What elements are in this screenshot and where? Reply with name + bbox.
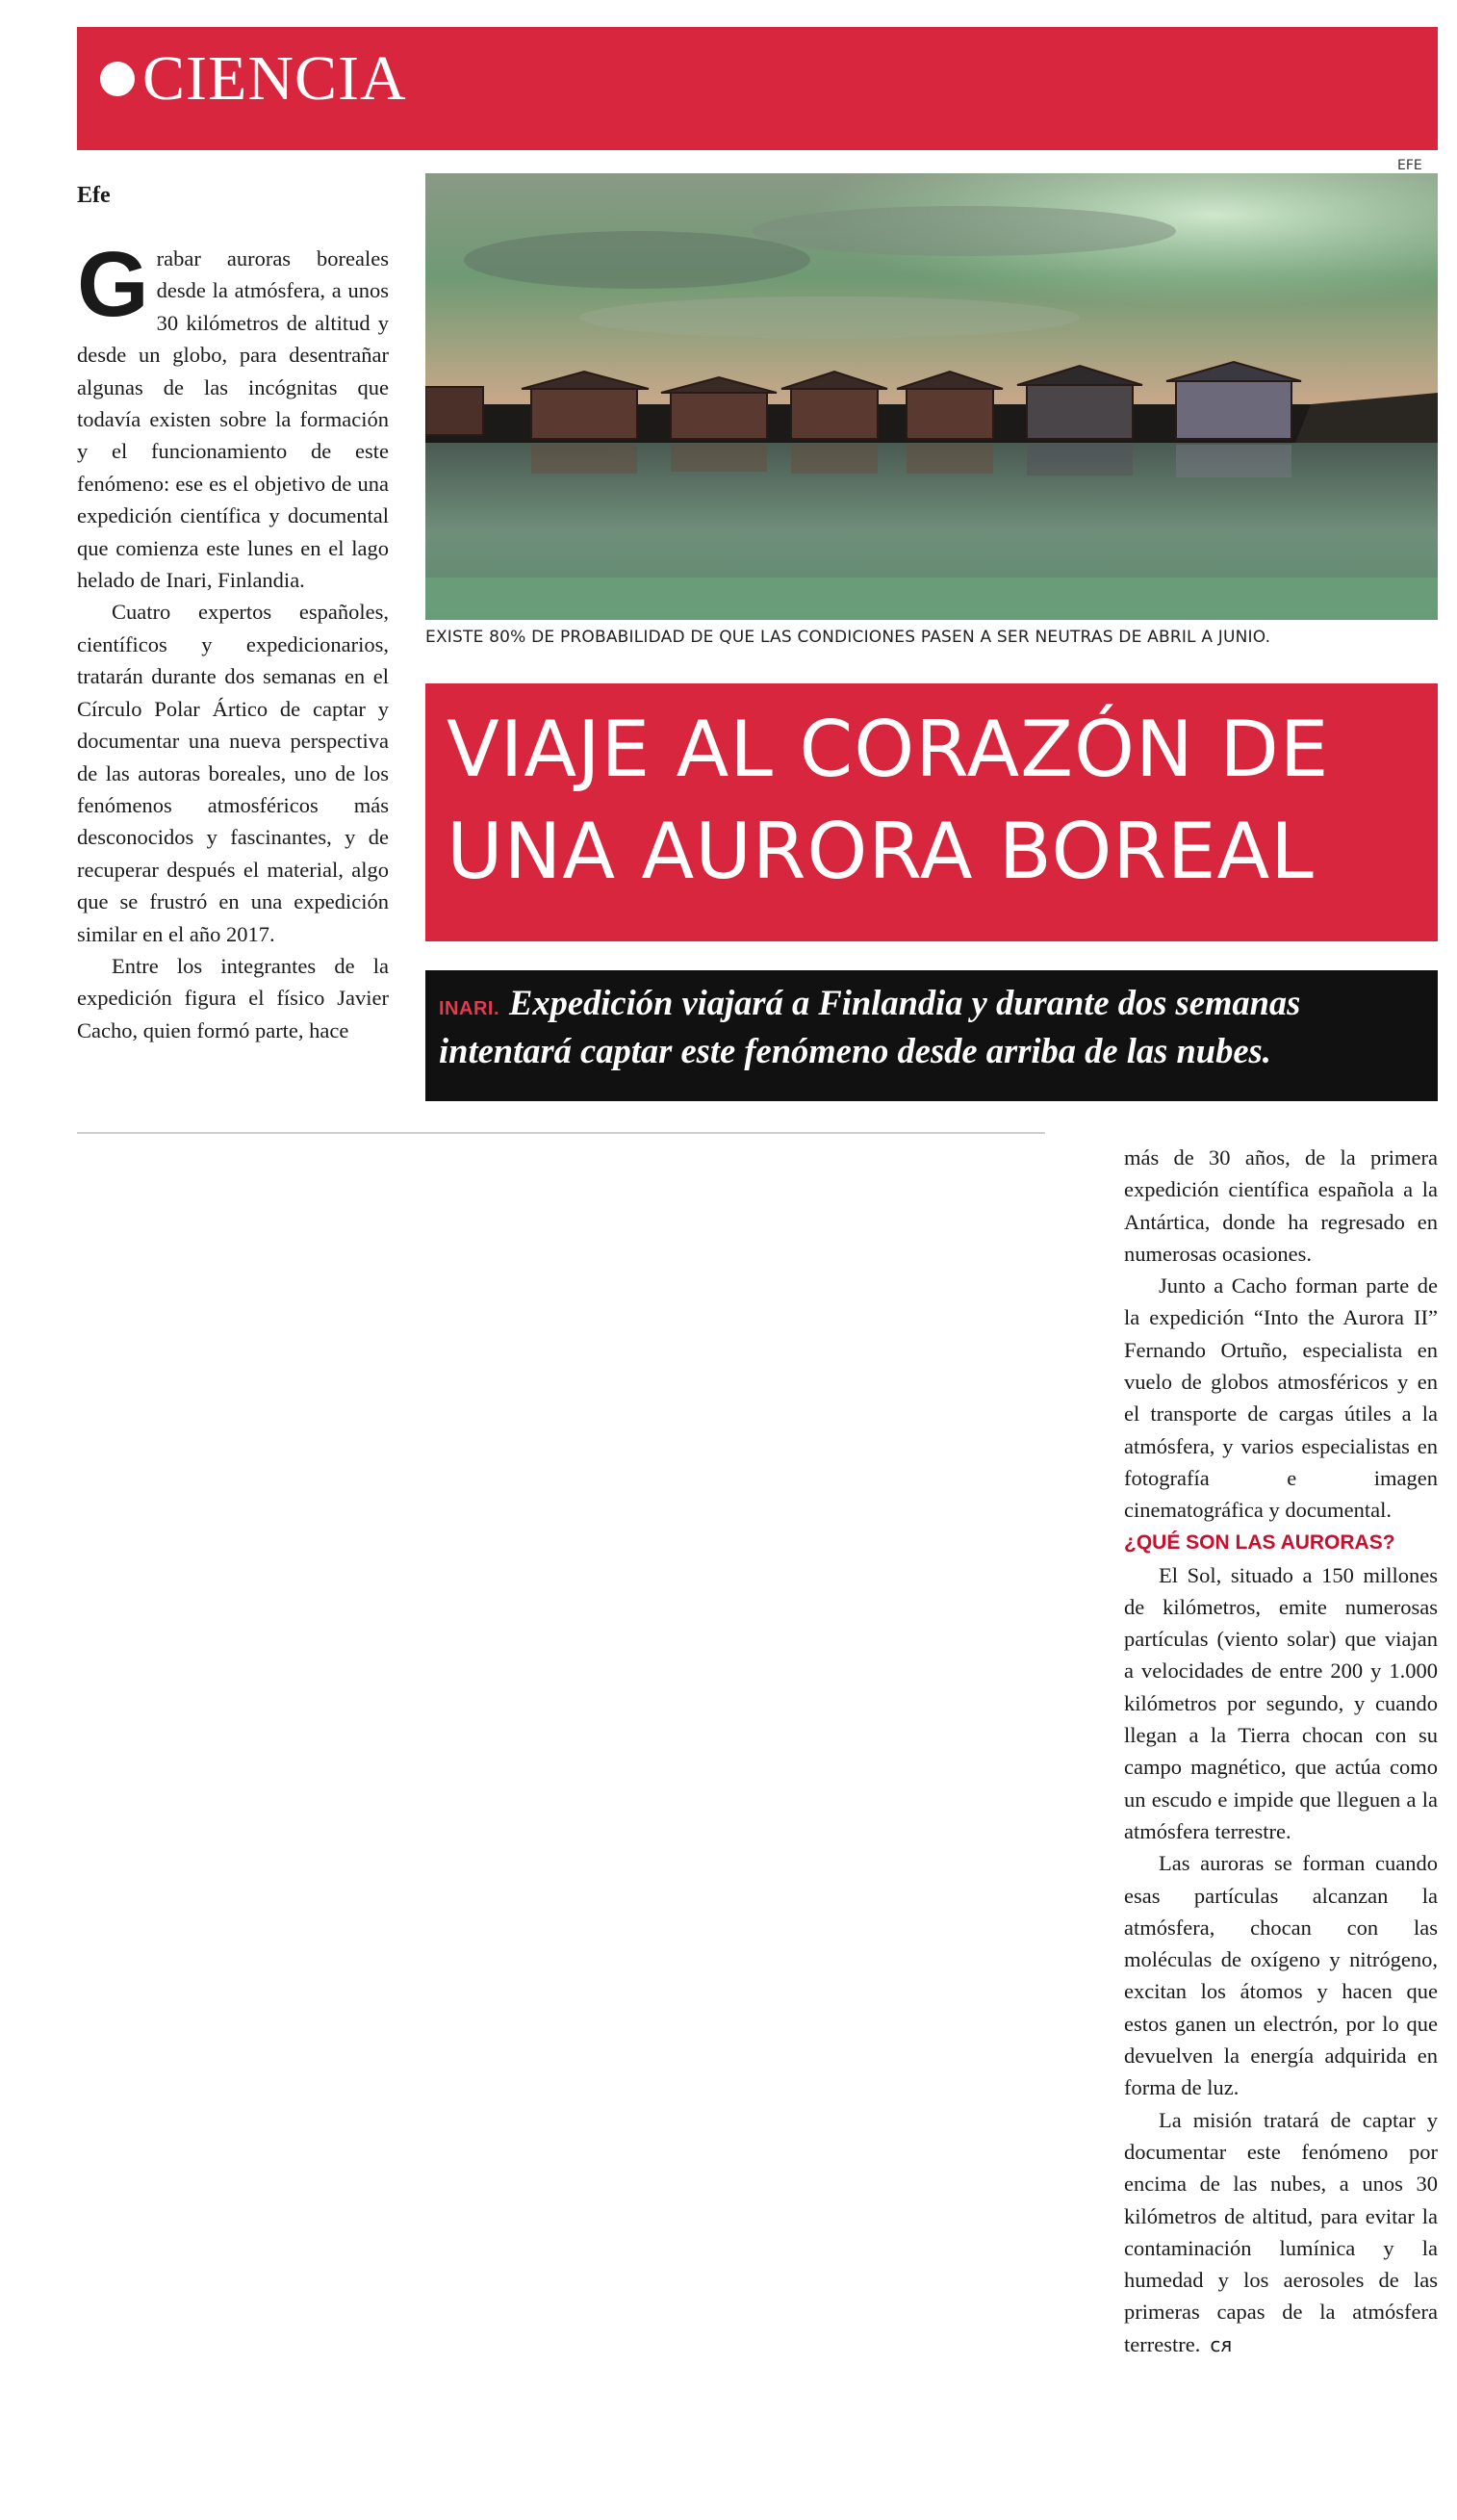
article-paragraph: La misión tratará de captar y documentar este fenómeno por encima de las nubes, a unos 30 kilómetros de altitud, para evitar la contaminación lumínica y la humedad y los aerosoles de las primeras capas de la atmósfera terrestre. ᴄᴙ — [1124, 2107, 1438, 2356]
article-paragraph: Cuatro expertos españoles, científicos y expedicionarios, tratarán durante dos semanas en el Círculo Polar Ártico de captar y documentar una nueva perspectiva de las autoras boreales, uno de los fenómenos atmosféricos más desconocidos y fascinantes, y de recuperar después el material, algo que se frustró en una expedición similar en el año 2017. — [77, 600, 389, 946]
aurora-photo — [425, 173, 1438, 620]
article-paragraph: Junto a Cacho forman parte de la expedición “Into the Aurora II” Fernando Ortuño, especialista en vuelo de globos atmosféricos y en el transporte de cargas útiles a la atmósfera, y varios especialistas en fotografía e imagen cinematográfica y documental. — [1124, 1273, 1438, 1523]
headline: VIAJE AL CORAZÓN DE UNA AURORA BOREAL — [447, 705, 1330, 896]
aurora-photo-illustration — [425, 173, 1438, 620]
article-paragraph: Grabar auroras boreales desde la atmósfera, a unos 30 kilómetros de altitud y desde un globo, para desentrañar algunas de las incógnitas que todavía existen sobre la formación y el funcionamiento de este fenómeno: ese es el objetivo de una expedición científica y documental que comienza este lunes en el lago helado de Inari, Finlandia. — [77, 233, 389, 593]
article-column-right — [1124, 1142, 1438, 2361]
photo-credit: EFE — [1397, 158, 1422, 173]
byline: Efe — [77, 183, 111, 208]
deck — [439, 982, 1430, 1072]
article-column-left — [77, 233, 389, 1046]
divider — [77, 1132, 1045, 1134]
article-paragraph: El Sol, situado a 150 millones de kilómetros, emite numerosas partículas (viento solar) que viajan a velocidades de entre 200 y 1.000 kilómetros por segundo, y cuando llegan a la Tierra chocan con su campo magnético, que actúa como un escudo e impide que lleguen a la atmósfera terrestre. — [1124, 1562, 1438, 1843]
section-bullet-icon — [100, 62, 135, 96]
photo-caption: EXISTE 80% DE PROBABILIDAD DE QUE LAS CONDICIONES PASEN A SER NEUTRAS DE ABRIL A JUNIO. — [425, 628, 1271, 647]
deck-text: Expedición viajará a Finlandia y durante dos semanas intentará captar este fenómeno desde arriba de las nubes. — [439, 983, 1301, 1070]
article-paragraph: Entre los integrantes de la expedición figura el físico Javier Cacho, quien formó parte, hace — [77, 953, 389, 1042]
subhead: ¿QUÉ SON LAS AURORAS? — [1124, 1530, 1395, 1554]
end-mark-icon: ᴄᴙ — [1210, 2332, 1233, 2356]
drop-cap: G — [77, 233, 149, 336]
article-paragraph: más de 30 años, de la primera expedición científica española a la Antártica, donde ha regresado en numerosas ocasiones. — [1124, 1145, 1438, 1266]
section-title: CIENCIA — [142, 43, 407, 114]
article-paragraph: Las auroras se forman cuando esas partículas alcanzan la atmósfera, chocan con las moléculas de oxígeno y nitrógeno, excitan los átomos y hacen que estos ganen un electrón, por lo que devuelven la energía adquirida en forma de luz. — [1124, 1851, 1438, 2100]
deck-tag: INARI. — [439, 998, 499, 1019]
